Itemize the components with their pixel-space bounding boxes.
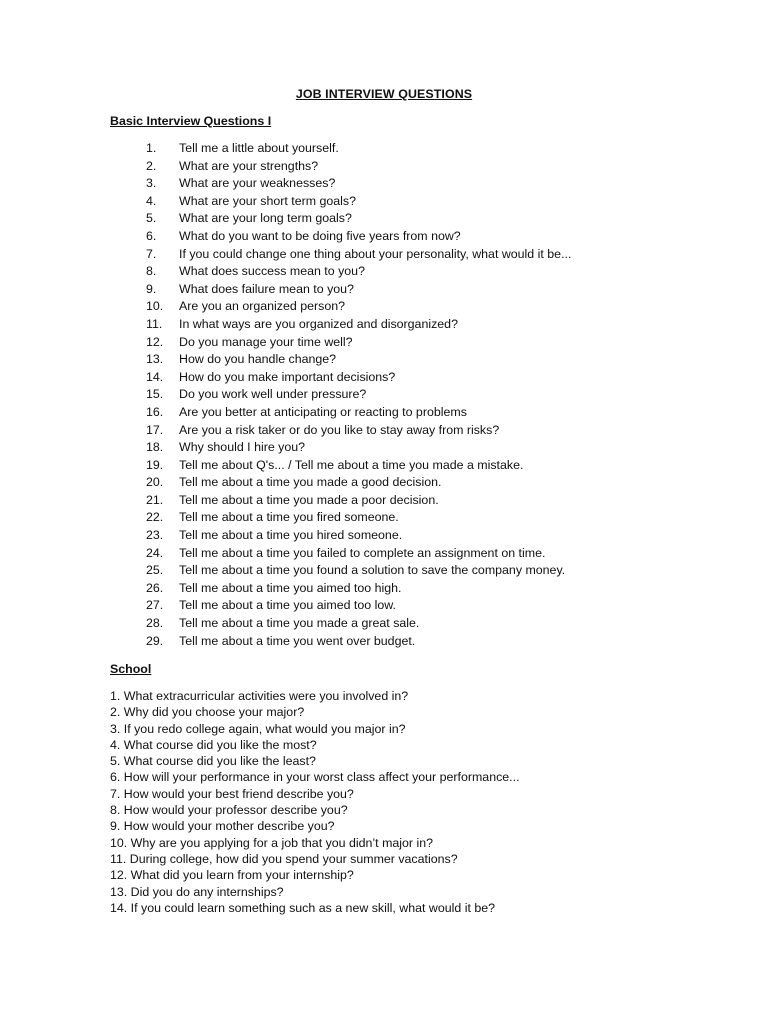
item-text: What are your long term goals?	[179, 211, 352, 226]
list-item	[146, 228, 571, 246]
item-number: 15.	[146, 387, 164, 402]
item-number: 9.	[146, 281, 157, 296]
item-number: 18.	[146, 440, 164, 455]
item-number: 28.	[146, 616, 164, 631]
section-heading-basic-interview-questions: Basic Interview Questions I	[110, 114, 272, 128]
item-text: What do you want to be doing five years from now?	[179, 228, 461, 243]
list-item: 8. How would your professor describe you?	[110, 803, 348, 818]
item-number: 25.	[146, 563, 164, 578]
list-item: 13. Did you do any internships?	[110, 884, 284, 899]
list-item: 6. How will your performance in your worst class affect your performance...	[110, 770, 520, 785]
item-text: What are your weaknesses?	[179, 176, 336, 191]
item-number: 8.	[146, 264, 157, 279]
list-item	[146, 210, 571, 228]
school-questions-list	[110, 688, 520, 916]
item-number: 6.	[146, 228, 157, 243]
document-title: JOB INTERVIEW QUESTIONS	[295, 87, 473, 101]
item-number: 17.	[146, 422, 164, 437]
list-item	[146, 633, 571, 651]
item-text: Tell me about a time you made a good decision.	[179, 475, 442, 490]
list-item	[146, 509, 571, 527]
list-item: 10. Why are you applying for a job that you didn’t major in?	[110, 835, 434, 850]
item-number: 13.	[146, 352, 164, 367]
list-item	[146, 580, 571, 598]
item-number: 21.	[146, 492, 164, 507]
list-item: 9. How would your mother describe you?	[110, 819, 335, 834]
item-text: Tell me about Q's... / Tell me about a time you made a mistake.	[179, 457, 524, 472]
list-item: 2. Why did you choose your major?	[110, 705, 305, 720]
item-text: What are your strengths?	[179, 158, 319, 173]
item-text: In what ways are you organized and disorganized?	[179, 316, 458, 331]
list-item	[146, 562, 571, 580]
item-number: 23.	[146, 528, 164, 543]
item-number: 14.	[146, 369, 164, 384]
list-item	[146, 404, 571, 422]
item-number: 11.	[146, 316, 163, 331]
list-item	[146, 369, 571, 387]
list-item	[146, 615, 571, 633]
item-number: 2.	[146, 158, 157, 173]
item-text: Tell me about a time you went over budget.	[179, 633, 416, 648]
item-text: Do you manage your time well?	[179, 334, 353, 349]
list-item: 1. What extracurricular activities were you involved in?	[110, 689, 409, 703]
item-number: 3.	[146, 176, 157, 191]
item-number: 12.	[146, 334, 164, 349]
item-number: 10.	[146, 299, 164, 314]
item-number: 7.	[146, 246, 157, 261]
item-text: What does failure mean to you?	[179, 281, 354, 296]
item-number: 5.	[146, 211, 157, 226]
list-item	[146, 439, 571, 457]
item-text: Tell me about a time you found a solution to save the company money.	[179, 563, 566, 578]
item-text: Tell me about a time you fired someone.	[179, 510, 399, 525]
item-text: Do you work well under pressure?	[179, 387, 367, 402]
list-item	[146, 457, 571, 475]
list-item	[146, 334, 571, 352]
list-item: 3. If you redo college again, what would you major in?	[110, 721, 406, 736]
item-text: If you could change one thing about your personality, what would it be...	[179, 246, 572, 261]
section-heading-school: School	[110, 662, 152, 676]
list-item: 5. What course did you like the least?	[110, 754, 316, 769]
list-item: 4. What course did you like the most?	[110, 737, 317, 752]
list-item	[146, 140, 571, 158]
list-item	[146, 474, 571, 492]
item-text: Are you a risk taker or do you like to stay away from risks?	[179, 422, 500, 437]
list-item	[146, 298, 571, 316]
item-text: Tell me about a time you aimed too low.	[179, 598, 396, 613]
item-number: 16.	[146, 404, 164, 419]
item-text: Why should I hire you?	[179, 440, 306, 455]
item-number: 1.	[146, 141, 157, 155]
list-item	[146, 545, 571, 563]
list-item: 12. What did you learn from your internship?	[110, 868, 354, 883]
item-text: Tell me about a time you hired someone.	[179, 528, 403, 543]
item-number: 26.	[146, 580, 164, 595]
item-text: Are you an organized person?	[179, 299, 346, 314]
list-item: 7. How would your best friend describe you?	[110, 786, 354, 801]
item-text: What does success mean to you?	[179, 264, 365, 279]
list-item	[146, 175, 571, 193]
item-text: How do you make important decisions?	[179, 369, 396, 384]
list-item	[146, 386, 571, 404]
item-text: Are you better at anticipating or reacting to problems	[179, 404, 467, 419]
list-item	[146, 193, 571, 211]
item-text: Tell me about a time you made a poor decision.	[179, 492, 439, 507]
item-number: 27.	[146, 598, 164, 613]
item-text: How do you handle change?	[179, 352, 337, 367]
item-text: Tell me about a time you aimed too high.	[179, 580, 402, 595]
item-number: 29.	[146, 633, 164, 648]
list-item	[146, 263, 571, 281]
item-number: 22.	[146, 510, 164, 525]
item-text: Tell me about a time you made a great sale.	[179, 616, 420, 631]
list-item	[146, 246, 571, 264]
item-number: 20.	[146, 475, 164, 490]
item-number: 19.	[146, 457, 164, 472]
list-item: 14. If you could learn something such as a new skill, what would it be?	[110, 900, 496, 915]
list-item	[146, 351, 571, 369]
list-item	[146, 158, 571, 176]
item-text: Tell me a little about yourself.	[179, 141, 339, 155]
list-item	[146, 527, 571, 545]
list-item	[146, 316, 571, 334]
list-item	[146, 492, 571, 510]
basic-questions-list	[146, 140, 571, 650]
list-item	[146, 422, 571, 440]
list-item	[146, 597, 571, 615]
item-text: What are your short term goals?	[179, 193, 356, 208]
item-number: 4.	[146, 193, 157, 208]
item-number: 24.	[146, 545, 164, 560]
list-item	[146, 281, 571, 299]
list-item: 11. During college, how did you spend your summer vacations?	[110, 851, 458, 866]
item-text: Tell me about a time you failed to complete an assignment on time.	[179, 545, 546, 560]
